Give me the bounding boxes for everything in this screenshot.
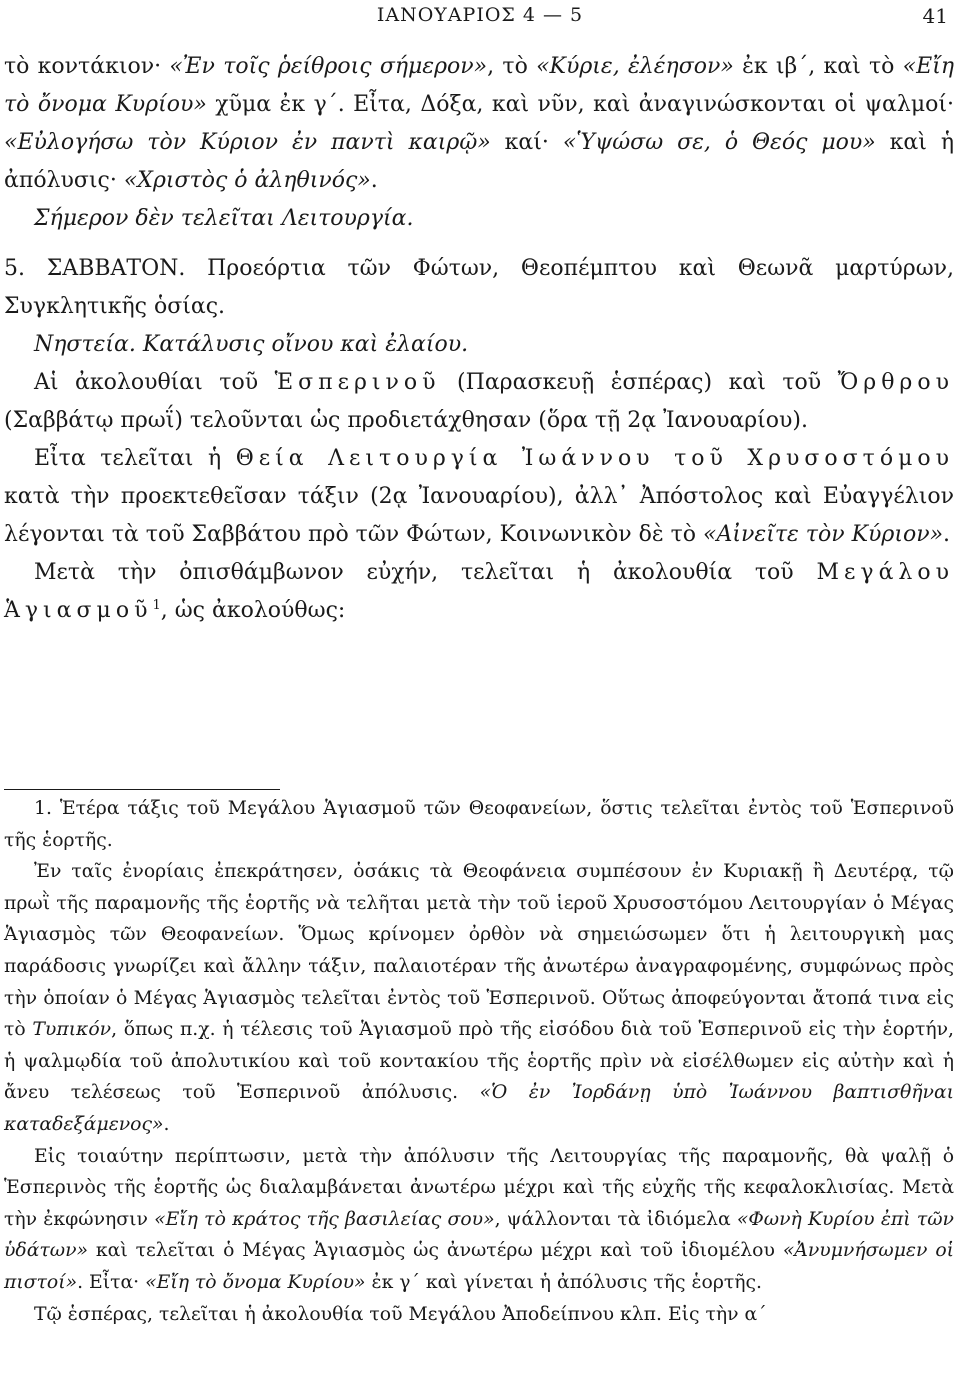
footnote-marker: 1 — [152, 598, 161, 613]
paragraph-divine-liturgy: Εἶτα τελεῖται ἡ Θεία Λειτουργία Ἰωάννου τοῦ Χρυσοστόμου κατὰ τὴν προεκτεθεῖσαν τάξιν (2ᾳ Ἰανουαρίου), ἀλλ᾽ Ἀπόστολος καὶ Εὐαγγέλιον λέγονται τὰ τοῦ Σαββάτου πρὸ τῶν Φώτων, Κοινωνικὸν δὲ τὸ «Αἰνεῖτε τὸν Κύριον». — [4, 446, 955, 547]
page-header — [0, 0, 960, 40]
paragraph-no-liturgy: Σήμερον δὲν τελεῖται Λειτουργία. — [34, 206, 414, 231]
footnote-1: 1. Ἑτέρα τάξις τοῦ Μεγάλου Ἁγιασμοῦ τῶν Θεοφανείων, ὅστις τελεῖται ἐντὸς τοῦ Ἑσπερινοῦ τῆς ἑορτῆς. — [4, 798, 954, 851]
paragraph-saturday-heading: 5. ΣΑΒΒΑΤΟΝ. Προεόρτια τῶν Φώτων, Θεοπέμπτου καὶ Θεωνᾶ μαρτύρων, Συγκλητικῆς ὁσίας. — [4, 256, 954, 319]
paragraph-kontakion: τὸ κοντάκιον· «Ἐν τοῖς ῥείθροις σήμερον», τὸ «Κύριε, ἐλέησον» ἐκ ιβ´, καὶ τὸ «Εἴη τὸ ὄνομα Κυρίου» χῦμα ἐκ γ´. Εἶτα, Δόξα, καὶ νῦν, καὶ ἀναγινώσκονται οἱ ψαλμοί· «Εὐλογήσω τὸν Κύριον ἐν παντὶ καιρῷ» καί· «Ὑψώσω σε, ὁ Θεός μου» καὶ ἡ ἀπόλυσις· «Χριστὸς ὁ ἀληθινός». — [4, 54, 955, 193]
page-number: 41 — [922, 4, 948, 28]
running-head: ΙΑΝΟΥΑΡΙΟΣ 4 — 5 — [376, 4, 584, 26]
main-text — [4, 48, 954, 630]
footnote-paragraph-evening: Τῷ ἑσπέρας, τελεῖται ἡ ἀκολουθία τοῦ Μεγάλου Ἀποδείπνου κλπ. Εἰς τὴν α´ — [34, 1303, 767, 1325]
paragraph-great-blessing: Μετὰ τὴν ὀπισθάμβωνον εὐχήν, τελεῖται ἡ ἀκολουθία τοῦ Μεγάλου Ἁγιασμοῦ$^1$, ὡς ἀκολούθως: — [4, 560, 954, 623]
footnote-paragraph-case: Εἰς τοιαύτην περίπτωσιν, μετὰ τὴν ἀπόλυσιν τῆς Λειτουργίας τῆς παραμονῆς, θὰ ψαλῇ ὁ Ἑσπερινὸς τῆς ἑορτῆς ὡς διαλαμβάνεται ἀνωτέρω μέχρι καὶ τῆς εὐχῆς τῆς κεφαλοκλισίας. Μετὰ τὴν ἐκφώνησιν «Εἴη τὸ κράτος τῆς βασιλείας σου», ψάλλονται τὰ ἰδιόμελα «Φωνὴ Κυρίου ἐπὶ τῶν ὑδάτων» καὶ τελεῖται ὁ Μέγας Ἁγιασμὸς ὡς ἀνωτέρω μέχρι καὶ τοῦ ἰδιομέλου «Ἀνυμνήσωμεν οἱ πιστοί». Εἶτα· «Εἴη τὸ ὄνομα Κυρίου» ἐκ γ´ καὶ γίνεται ἡ ἀπόλυσις τῆς ἑορτῆς. — [4, 1145, 954, 1293]
paragraph-fasting: Νηστεία. Κατάλυσις οἴνου καὶ ἐλαίου. — [34, 332, 469, 357]
footnote-divider — [4, 789, 280, 790]
paragraph-services: Αἱ ἀκολουθίαι τοῦ Ἑσπερινοῦ (Παρασκευῇ ἑσπέρας) καὶ τοῦ Ὄρθρου (Σαββάτῳ πρωΐ) τελοῦνται ὡς προδιετάχθησαν (ὅρα τῇ 2ᾳ Ἰανουαρίου). — [4, 370, 954, 433]
footnote-paragraph-parishes: Ἐν ταῖς ἐνορίαις ἐπεκράτησεν, ὁσάκις τὰ Θεοφάνεια συμπέσουν ἐν Κυριακῇ ἢ Δευτέρᾳ, τῷ πρωῒ τῆς παραμονῆς τῆς ἑορτῆς νὰ τελῆται μετὰ τὴν τοῦ ἱεροῦ Χρυσοστόμου Λειτουργίαν ὁ Μέγας Ἁγιασμὸς τῶν Θεοφανείων. Ὅμως κρίνομεν ὀρθὸν νὰ σημειώσωμεν ὅτι ἡ λειτουργικὴ μας παράδοσις γνωρίζει καὶ ἄλλην τάξιν, παλαιοτέραν τῆς ἀνωτέρω ἀναγραφομένης, συμφώνως πρὸς τὴν ὁποίαν ὁ Μέγας Ἁγιασμὸς τελεῖται ἐντὸς τοῦ Ἑσπερινοῦ. Οὕτως ἀποφεύγονται ἄτοπά τινα εἰς τὸ Τυπικόν, ὅπως π.χ. ἡ τέλεσις τοῦ Ἁγιασμοῦ πρὸ τῆς εἰσόδου διὰ τοῦ Ἑσπερινοῦ εἰς τὴν ἑορτήν, ἡ ψαλμῳδία τοῦ ἀπολυτικίου καὶ τοῦ κοντακίου τῆς ἑορτῆς πρὶν νὰ εἰσέλθωμεν εἰς αὐτὴν καὶ ἡ ἄνευ τελέσεως τοῦ Ἑσπερινοῦ ἀπόλυσις. «Ὁ ἐν Ἰορδάνῃ ὑπὸ Ἰωάννου βαπτισθῆναι καταδεξάμενος». — [4, 861, 955, 1135]
footnotes — [4, 793, 954, 1330]
